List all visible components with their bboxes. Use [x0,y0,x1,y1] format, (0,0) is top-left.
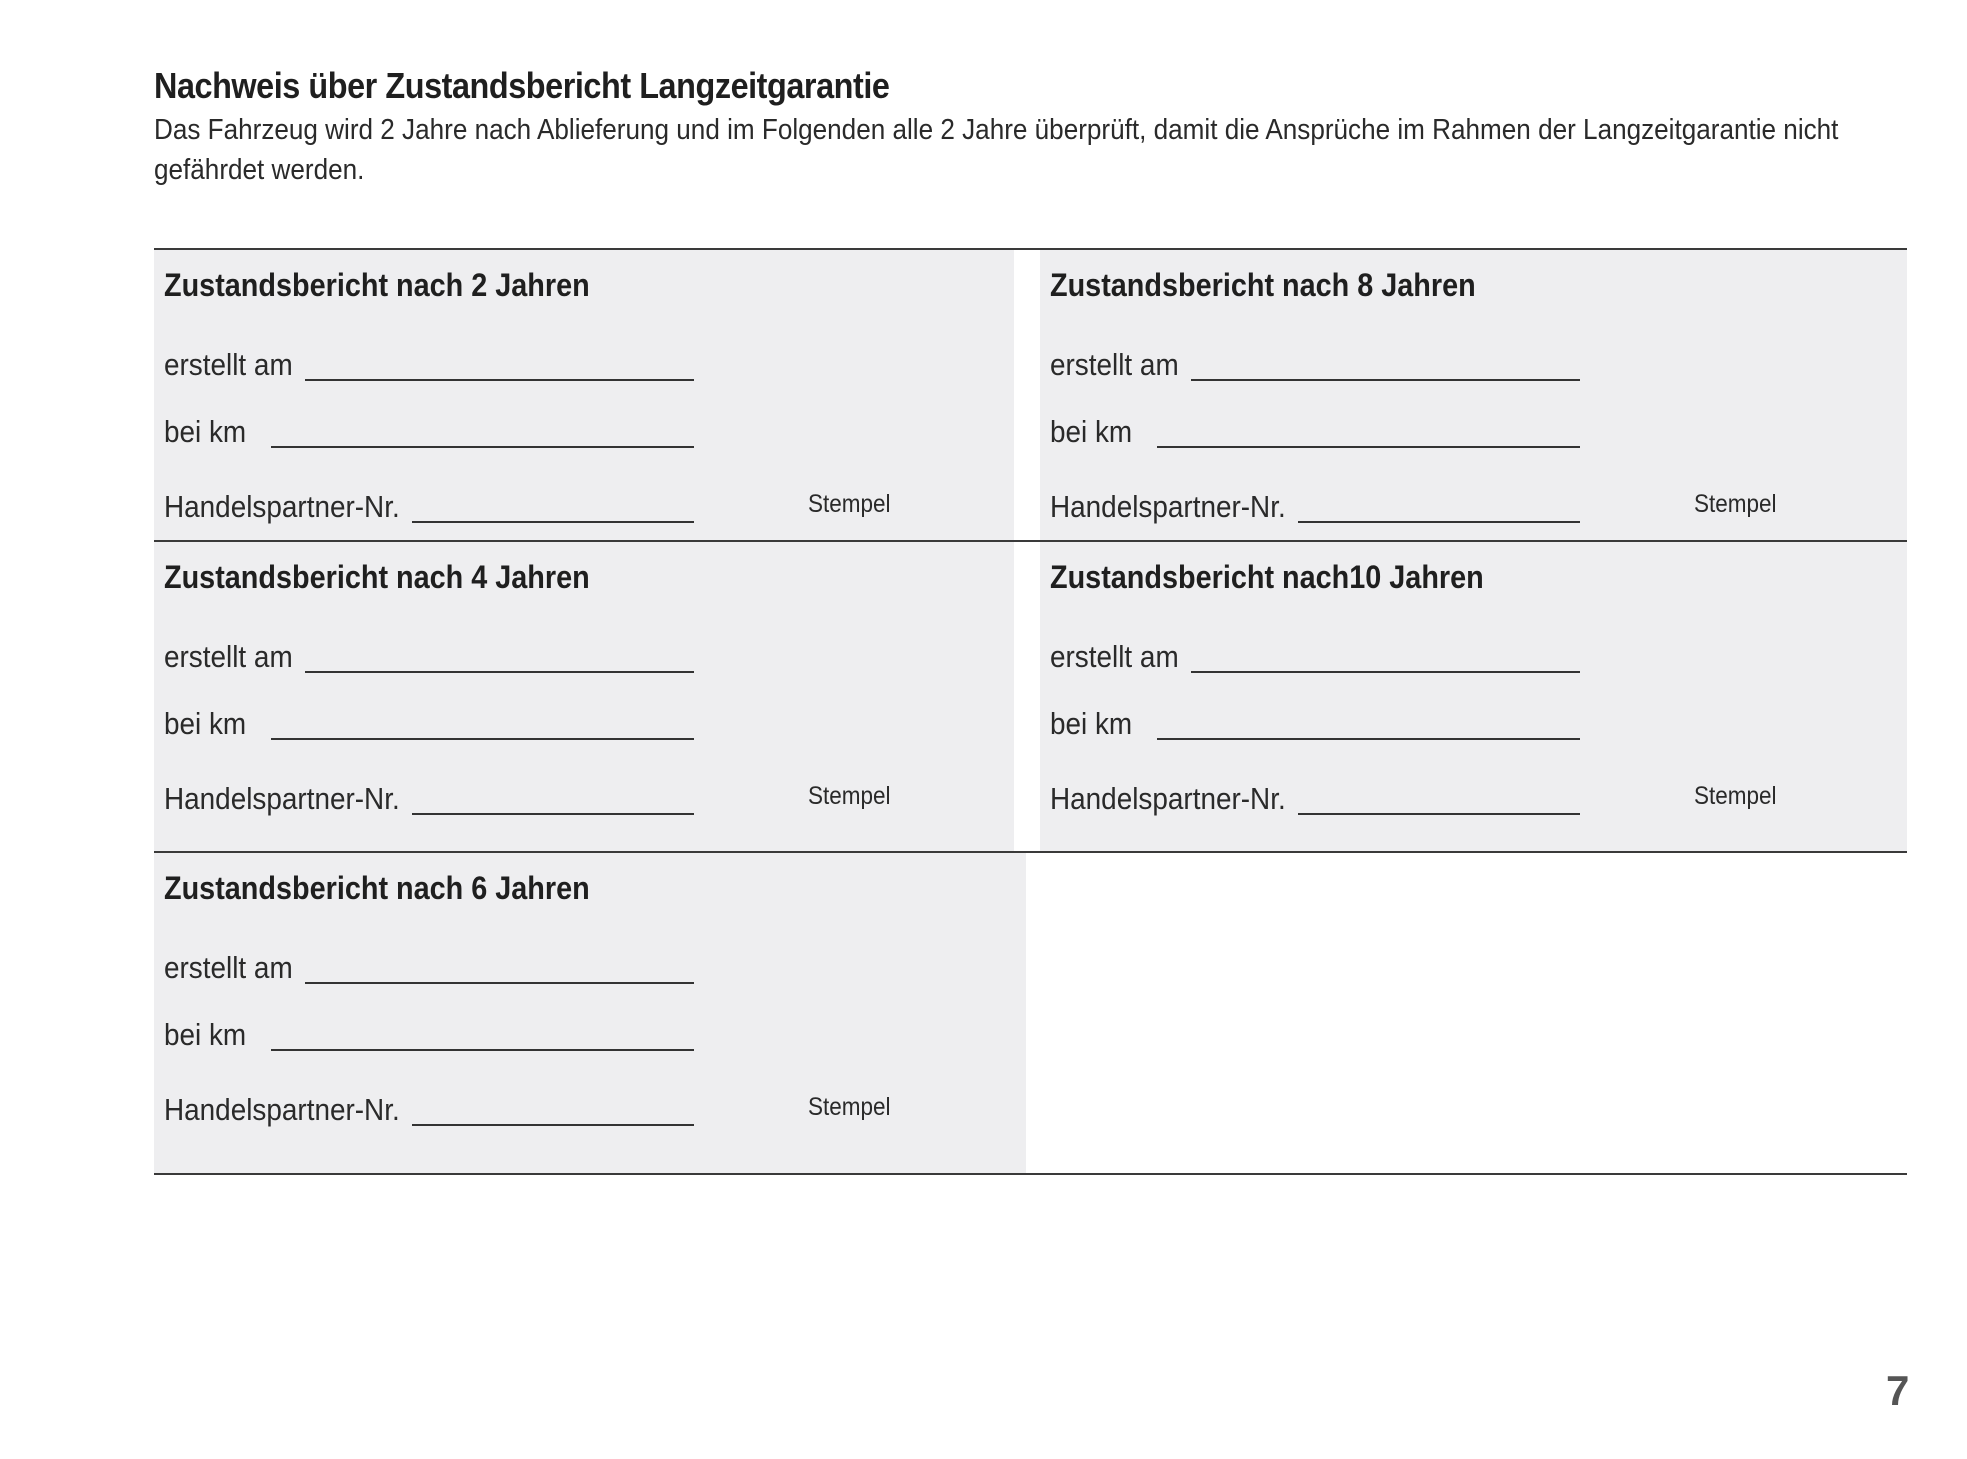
km-line [271,1049,694,1051]
section-title: Zustandsbericht nach 4 Jahren [164,559,590,595]
section-title: Zustandsbericht nach 8 Jahren [1050,267,1476,303]
dealer-label: Handelspartner-Nr. [164,489,400,524]
dealer-field[interactable] [1050,779,1600,819]
date-label: erstellt am [1050,639,1179,674]
date-line [1191,671,1580,673]
report-section-4-years [154,542,1014,851]
dealer-label: Handelspartner-Nr. [1050,489,1286,524]
dealer-line [412,1124,694,1126]
km-field[interactable] [1050,704,1600,744]
date-line [305,982,694,984]
divider [154,1173,1907,1175]
page-title: Nachweis über Zustandsbericht Langzeitgarantie [154,65,890,106]
date-line [305,379,694,381]
date-label: erstellt am [164,639,293,674]
dealer-field[interactable] [164,1090,714,1130]
km-field[interactable] [1050,412,1600,452]
report-section-2-years [154,250,1014,540]
dealer-field[interactable] [164,779,714,819]
stamp-label: Stempel [1694,490,1777,518]
dealer-label: Handelspartner-Nr. [164,781,400,816]
section-title: Zustandsbericht nach 6 Jahren [164,870,590,906]
intro-text: Das Fahrzeug wird 2 Jahre nach Ablieferung und im Folgenden alle 2 Jahre überprüft, damit die Ansprüche im Rahmen der Langzeitgarantie nicht gefährdet werden. [154,114,1839,186]
date-label: erstellt am [164,950,293,985]
date-field[interactable] [164,948,714,988]
date-field[interactable] [164,637,714,677]
date-field[interactable] [1050,345,1600,385]
dealer-field[interactable] [1050,487,1600,527]
km-line [271,446,694,448]
km-label: bei km [164,414,247,449]
dealer-line [412,521,694,523]
km-label: bei km [164,706,247,741]
dealer-line [412,813,694,815]
km-line [1157,446,1580,448]
km-line [271,738,694,740]
section-title: Zustandsbericht nach10 Jahren [1050,559,1484,595]
km-label: bei km [164,1017,247,1052]
km-label: bei km [1050,706,1133,741]
stamp-label: Stempel [808,1093,891,1121]
report-section-10-years [1040,542,1907,851]
dealer-label: Handelspartner-Nr. [164,1092,400,1127]
date-label: erstellt am [164,347,293,382]
date-label: erstellt am [1050,347,1179,382]
report-grid [154,248,1907,1178]
page-number: 7 [1886,1367,1910,1414]
dealer-line [1298,521,1580,523]
report-section-6-years [154,853,1026,1173]
km-field[interactable] [164,704,714,744]
km-field[interactable] [164,412,714,452]
report-section-8-years [1040,250,1907,540]
date-field[interactable] [164,345,714,385]
date-line [1191,379,1580,381]
km-label: bei km [1050,414,1133,449]
section-title: Zustandsbericht nach 2 Jahren [164,267,590,303]
stamp-label: Stempel [1694,782,1777,810]
date-field[interactable] [1050,637,1600,677]
dealer-field[interactable] [164,487,714,527]
dealer-line [1298,813,1580,815]
km-field[interactable] [164,1015,714,1055]
km-line [1157,738,1580,740]
stamp-label: Stempel [808,490,891,518]
dealer-label: Handelspartner-Nr. [1050,781,1286,816]
stamp-label: Stempel [808,782,891,810]
date-line [305,671,694,673]
